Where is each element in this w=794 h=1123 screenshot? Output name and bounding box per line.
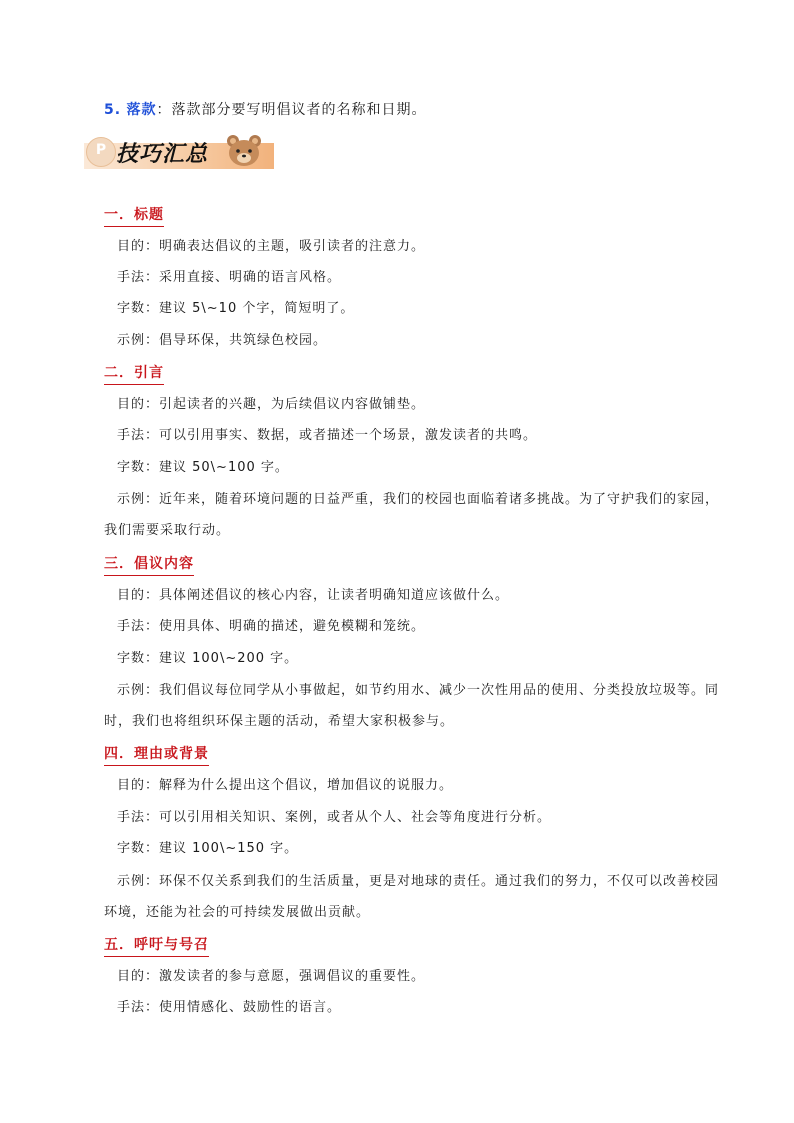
- section-3-wordcount: 字数：建议 100\~200 字。: [117, 651, 299, 666]
- section-title-appeal: 五．呼吁与号召: [104, 935, 209, 957]
- banner-title: 技巧汇总: [116, 142, 209, 167]
- section-2-wordcount: 字数：建议 50\~100 字。: [117, 460, 289, 475]
- section-title-content: 三．倡议内容: [104, 554, 194, 576]
- section-title-title: 一．标题: [104, 205, 164, 227]
- section-3-purpose: 目的：具体阐述倡议的核心内容，让读者明确知道应该做什么。: [117, 588, 510, 603]
- section-3-example: 示例：我们倡议每位同学从小事做起，如节约用水、减少一次性用品的使用、分类投放垃圾等。同时，我们也将组织环保主题的活动，希望大家积极参与。: [104, 683, 720, 729]
- item-text: ：落款部分要写明倡议者的名称和日期。: [156, 102, 427, 118]
- section-4-purpose: 目的：解释为什么提出这个倡议，增加倡议的说服力。: [117, 778, 454, 793]
- section-1-method: 手法：采用直接、明确的语言风格。: [117, 270, 342, 285]
- item-number: 5.: [104, 102, 122, 118]
- section-2-method: 手法：可以引用事实、数据，或者描述一个场景，激发读者的共鸣。: [117, 428, 538, 443]
- section-1-wordcount: 字数：建议 5\~10 个字，简短明了。: [117, 301, 355, 316]
- section-5-purpose: 目的：激发读者的参与意愿，强调倡议的重要性。: [117, 969, 426, 984]
- banner-badge: P: [86, 137, 116, 167]
- section-4-wordcount: 字数：建议 100\~150 字。: [117, 841, 299, 856]
- signature-rule-line: [104, 100, 427, 120]
- tips-summary-banner: [84, 131, 282, 171]
- item-keyword: 落款: [126, 102, 157, 118]
- section-3-method: 手法：使用具体、明确的描述，避免模糊和笼统。: [117, 619, 426, 634]
- section-4-method: 手法：可以引用相关知识、案例，或者从个人、社会等角度进行分析。: [117, 810, 552, 825]
- section-title-reason: 四．理由或背景: [104, 744, 209, 766]
- section-5-method: 手法：使用情感化、鼓励性的语言。: [117, 1000, 342, 1015]
- section-title-intro: 二．引言: [104, 363, 164, 385]
- section-2-purpose: 目的：引起读者的兴趣，为后续倡议内容做铺垫。: [117, 397, 426, 412]
- bear-mascot-icon: [224, 133, 264, 169]
- section-1-purpose: 目的：明确表达倡议的主题，吸引读者的注意力。: [117, 239, 426, 254]
- section-1-example: 示例：倡导环保，共筑绿色校园。: [117, 333, 328, 348]
- section-2-example: 示例：近年来，随着环境问题的日益严重，我们的校园也面临着诸多挑战。为了守护我们的家园，我们需要采取行动。: [104, 492, 720, 538]
- section-4-example: 示例：环保不仅关系到我们的生活质量，更是对地球的责任。通过我们的努力，不仅可以改善校园环境，还能为社会的可持续发展做出贡献。: [104, 874, 720, 920]
